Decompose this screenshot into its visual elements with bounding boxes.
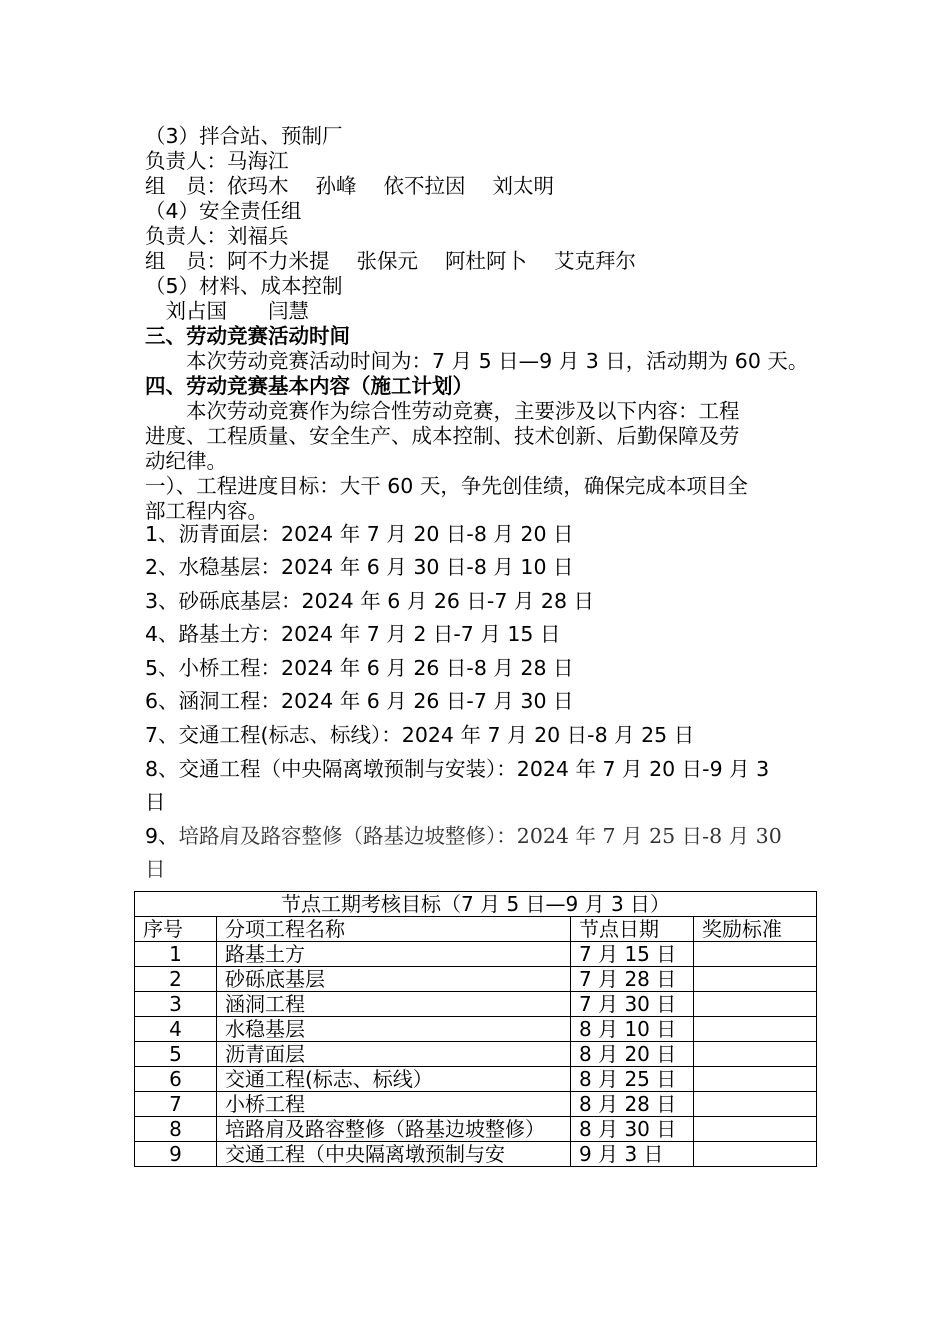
table-row bbox=[135, 1042, 817, 1067]
table-row bbox=[135, 967, 817, 992]
table-row bbox=[135, 1017, 817, 1042]
section-four-paragraph-line1: 本次劳动竞赛作为综合性劳动竞赛，主要涉及以下内容：工程 bbox=[145, 399, 740, 423]
section-materials-heading: （3）拌合站、预制厂 bbox=[145, 124, 343, 148]
plan-item-8-line2: 日 bbox=[145, 790, 166, 814]
row-date: 9 月 3 日 bbox=[571, 1142, 694, 1167]
row-name: 砂砾底基层 bbox=[217, 967, 571, 992]
plan-item-2: 2、水稳基层：2024 年 6 月 30 日-8 月 10 日 bbox=[145, 555, 574, 579]
table-header-row bbox=[135, 917, 817, 942]
table-title-row bbox=[135, 892, 817, 917]
progress-goal-line1: 一）、工程进度目标：大干 60 天，争先创佳绩，确保完成本项目全 bbox=[145, 474, 748, 498]
row-date: 8 月 30 日 bbox=[571, 1117, 694, 1142]
row-reward bbox=[694, 1117, 817, 1142]
row-name: 路基土方 bbox=[217, 942, 571, 967]
row-no: 9 bbox=[135, 1142, 217, 1167]
col-header-reward: 奖励标准 bbox=[694, 917, 817, 942]
row-name: 水稳基层 bbox=[217, 1017, 571, 1042]
plan-item-6: 6、涵洞工程：2024 年 6 月 26 日-7 月 30 日 bbox=[145, 689, 574, 713]
row-no: 8 bbox=[135, 1117, 217, 1142]
table-title: 节点工期考核目标（7 月 5 日—9 月 3 日） bbox=[135, 892, 817, 917]
col-header-name: 分项工程名称 bbox=[217, 917, 571, 942]
row-name: 沥青面层 bbox=[217, 1042, 571, 1067]
plan-item-9-text: 培路肩及路容整修（路基边坡整修）：2024 年 7 月 25 日-8 月 30 bbox=[178, 824, 782, 848]
row-reward bbox=[694, 992, 817, 1017]
section-four-paragraph-line2: 进度、工程质量、安全生产、成本控制、技术创新、后勤保障及劳 bbox=[145, 424, 740, 448]
table-row bbox=[135, 1142, 817, 1167]
safety-group-heading: （4）安全责任组 bbox=[145, 199, 302, 223]
plan-item-7: 7、交通工程(标志、标线）：2024 年 7 月 20 日-8 月 25 日 bbox=[145, 723, 695, 747]
row-no: 3 bbox=[135, 992, 217, 1017]
table-row bbox=[135, 992, 817, 1017]
plan-item-1: 1、沥青面层：2024 年 7 月 20 日-8 月 20 日 bbox=[145, 522, 574, 546]
row-no: 6 bbox=[135, 1067, 217, 1092]
cost-control-members: 刘占国 闫慧 bbox=[145, 299, 309, 323]
table-row bbox=[135, 1067, 817, 1092]
col-header-no: 序号 bbox=[135, 917, 217, 942]
plan-item-5: 5、小桥工程：2024 年 6 月 26 日-8 月 28 日 bbox=[145, 656, 574, 680]
row-reward bbox=[694, 1092, 817, 1117]
table-row bbox=[135, 1117, 817, 1142]
plan-item-9-line1 bbox=[145, 824, 782, 849]
plant-members-line: 组 员：依玛木 孙峰 依不拉因 刘太明 bbox=[145, 174, 555, 198]
row-no: 2 bbox=[135, 967, 217, 992]
row-reward bbox=[694, 1017, 817, 1042]
row-no: 7 bbox=[135, 1092, 217, 1117]
row-date: 8 月 10 日 bbox=[571, 1017, 694, 1042]
row-reward bbox=[694, 942, 817, 967]
row-no: 4 bbox=[135, 1017, 217, 1042]
cost-control-heading: （5）材料、成本控制 bbox=[145, 274, 343, 298]
row-reward bbox=[694, 967, 817, 992]
plan-item-4: 4、路基土方：2024 年 7 月 2 日-7 月 15 日 bbox=[145, 622, 561, 646]
section-four-paragraph-line3: 动纪律。 bbox=[145, 449, 227, 473]
section-three-heading: 三、劳动竞赛活动时间 bbox=[145, 324, 350, 348]
table-row bbox=[135, 942, 817, 967]
row-name: 培路肩及路容整修（路基边坡整修） bbox=[217, 1117, 571, 1142]
row-reward bbox=[694, 1067, 817, 1092]
plan-item-8-line1: 8、交通工程（中央隔离墩预制与安装）：2024 年 7 月 20 日-9 月 3 bbox=[145, 757, 770, 781]
row-date: 7 月 28 日 bbox=[571, 967, 694, 992]
milestone-table bbox=[134, 891, 817, 1167]
plan-item-9-number: 9、 bbox=[145, 824, 179, 848]
section-four-heading: 四、劳动竞赛基本内容（施工计划） bbox=[145, 374, 473, 398]
row-name: 小桥工程 bbox=[217, 1092, 571, 1117]
col-header-date: 节点日期 bbox=[571, 917, 694, 942]
row-date: 7 月 30 日 bbox=[571, 992, 694, 1017]
row-date: 8 月 28 日 bbox=[571, 1092, 694, 1117]
safety-members-line: 组 员：阿不力米提 张保元 阿杜阿卜 艾克拜尔 bbox=[145, 249, 637, 273]
plant-leader-line: 负责人：马海江 bbox=[145, 149, 289, 173]
plan-item-9-line2: 日 bbox=[145, 857, 166, 881]
table-row bbox=[135, 1092, 817, 1117]
row-no: 1 bbox=[135, 942, 217, 967]
plan-item-3: 3、砂砾底基层：2024 年 6 月 26 日-7 月 28 日 bbox=[145, 589, 594, 613]
safety-leader-line: 负责人：刘福兵 bbox=[145, 224, 289, 248]
row-no: 5 bbox=[135, 1042, 217, 1067]
row-name: 涵洞工程 bbox=[217, 992, 571, 1017]
row-reward bbox=[694, 1042, 817, 1067]
row-name: 交通工程(标志、标线） bbox=[217, 1067, 571, 1092]
row-date: 8 月 20 日 bbox=[571, 1042, 694, 1067]
section-three-paragraph: 本次劳动竞赛活动时间为：7 月 5 日—9 月 3 日，活动期为 60 天。 bbox=[145, 349, 809, 373]
row-date: 8 月 25 日 bbox=[571, 1067, 694, 1092]
progress-goal-line2: 部工程内容。 bbox=[145, 499, 268, 523]
row-name: 交通工程（中央隔离墩预制与安 bbox=[217, 1142, 571, 1167]
row-date: 7 月 15 日 bbox=[571, 942, 694, 967]
row-reward bbox=[694, 1142, 817, 1167]
